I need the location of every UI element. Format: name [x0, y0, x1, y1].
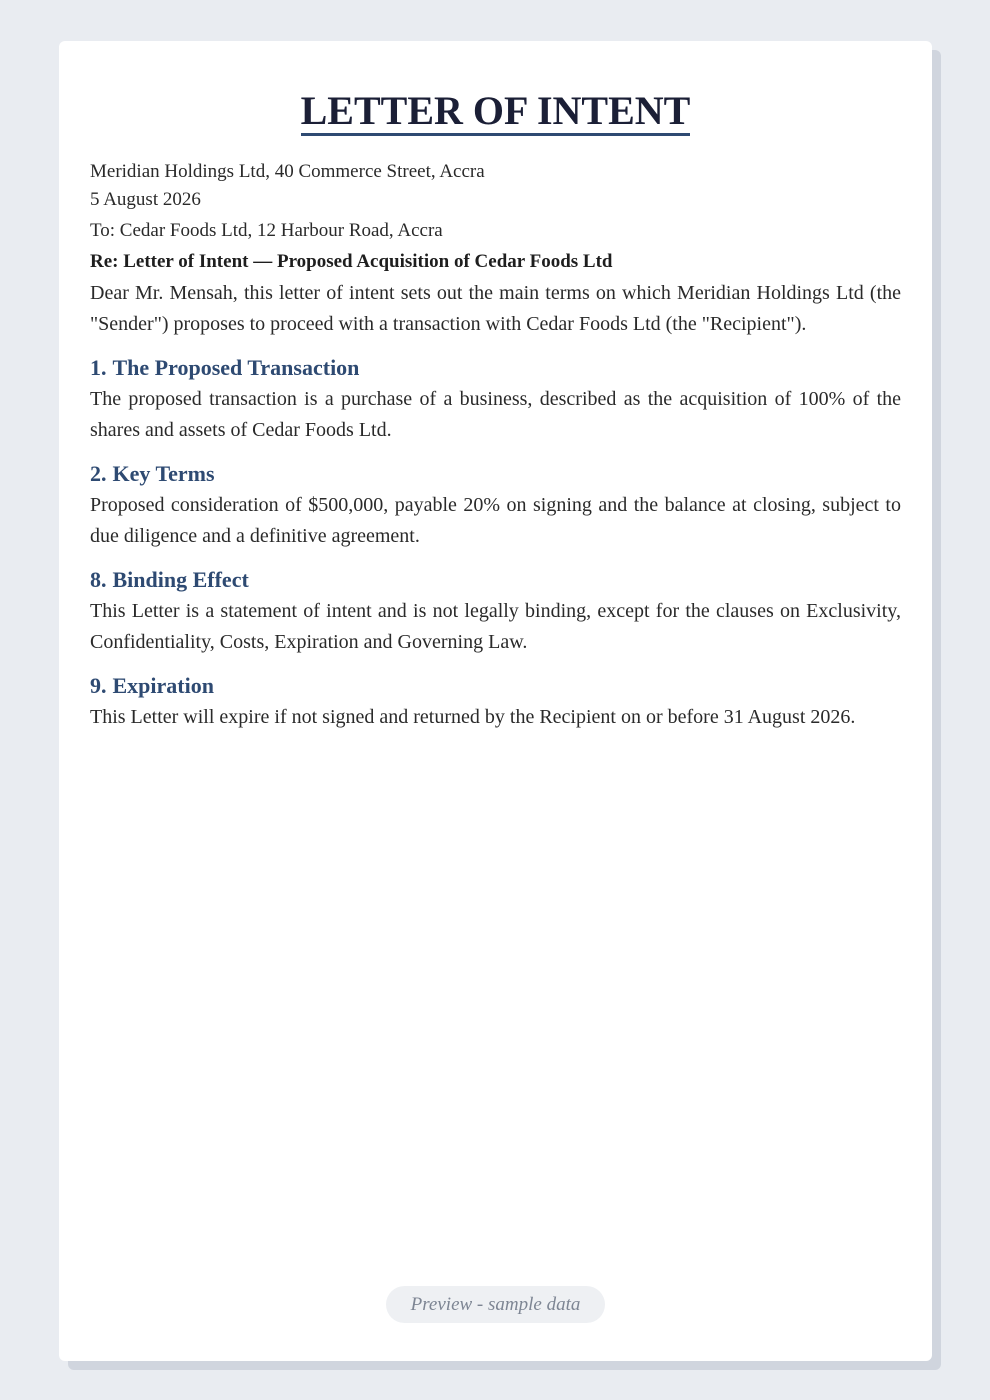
section-number: 8.	[90, 567, 107, 592]
section-body: This Letter is a statement of intent and is not legally binding, except for the clauses on Exclusivity, Confidentiality, Costs, Expiration and Governing Law.	[90, 600, 901, 653]
section-title: The Proposed Transaction	[112, 355, 360, 380]
section-proposed-transaction	[90, 354, 901, 446]
document-title: LETTER OF INTENT	[301, 89, 691, 136]
recipient-line: To: Cedar Foods Ltd, 12 Harbour Road, Accra	[90, 220, 443, 241]
section-number: 2.	[90, 461, 107, 486]
section-body: The proposed transaction is a purchase of a business, described as the acquisition of 100% of the shares and assets of Cedar Foods Ltd.	[90, 388, 901, 441]
section-binding-effect	[90, 566, 901, 658]
intro-paragraph: Dear Mr. Mensah, this letter of intent sets out the main terms on which Meridian Holdings Ltd (the "Sender") proposes to proceed with a transaction with Cedar Foods Ltd (the "Recipient").	[90, 282, 901, 335]
section-title: Expiration	[112, 673, 214, 698]
section-heading	[90, 354, 901, 382]
sender-line: Meridian Holdings Ltd, 40 Commerce Street, Accra	[90, 161, 485, 182]
section-expiration	[90, 672, 901, 733]
title-wrap	[90, 89, 901, 136]
preview-badge: Preview - sample data	[386, 1286, 605, 1323]
section-key-terms	[90, 460, 901, 552]
section-number: 9.	[90, 673, 107, 698]
section-body: Proposed consideration of $500,000, payable 20% on signing and the balance at closing, subject to due diligence and a definitive agreement.	[90, 494, 901, 547]
section-number: 1.	[90, 355, 107, 380]
section-title: Key Terms	[112, 461, 215, 486]
section-title: Binding Effect	[112, 567, 249, 592]
letter-date: 5 August 2026	[90, 189, 201, 210]
section-heading	[90, 566, 901, 594]
section-heading	[90, 672, 901, 700]
section-body: This Letter will expire if not signed and returned by the Recipient on or before 31 August 2026.	[90, 706, 856, 728]
subject-line: Re: Letter of Intent — Proposed Acquisition of Cedar Foods Ltd	[90, 251, 613, 272]
section-heading	[90, 460, 901, 488]
document-page	[59, 41, 932, 1361]
